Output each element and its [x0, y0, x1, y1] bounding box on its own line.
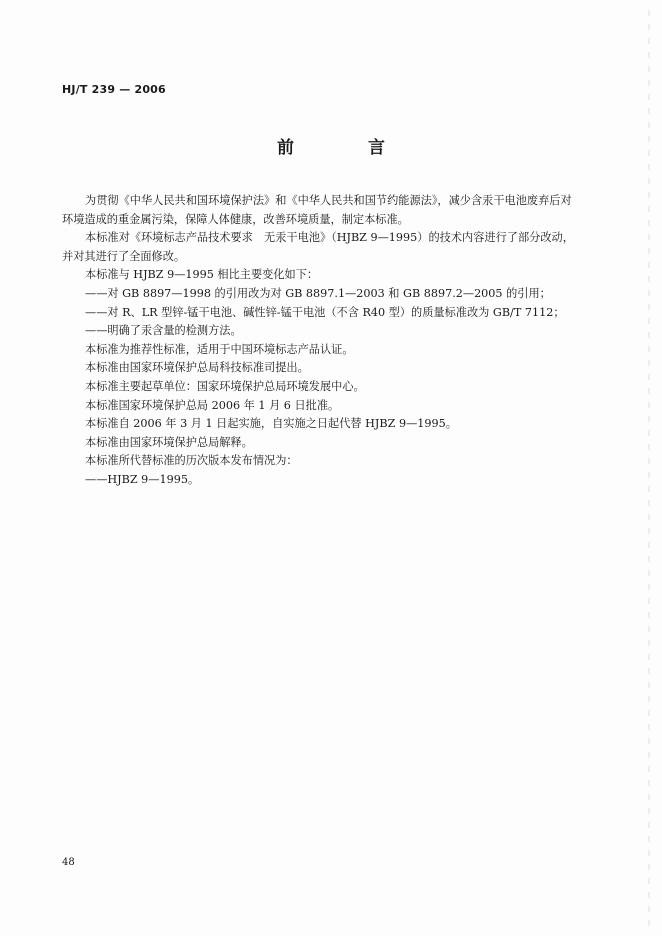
paragraph-effective: 本标准自 2006 年 3 月 1 日起实施，自实施之日起代替 HJBZ 9—1995。	[85, 417, 457, 431]
paragraph-purpose: 为贯彻《中华人民共和国环境保护法》和《中华人民共和国节约能源法》，减少含汞干电池废弃后对环境造成的重金属污染，保障人体健康，改善环境质量，制定本标准。	[62, 194, 572, 226]
paragraph-drafted-by: 本标准主要起草单位：国家环境保护总局环境发展中心。	[85, 379, 365, 393]
paragraph-proposed-by: 本标准由国家环境保护总局科技标准司提出。	[85, 361, 309, 375]
paragraph-interpreted-by: 本标准由国家环境保护总局解释。	[85, 435, 253, 449]
page-number: 48	[62, 857, 75, 868]
change-item-mercury-method: ——明确了汞含量的检测方法。	[85, 324, 242, 338]
page-title: 前 言	[277, 138, 419, 158]
foreword-body	[62, 192, 582, 490]
change-item-quality-standard: ——对 R、LR 型锌-锰干电池、碱性锌-锰干电池（不含 R40 型）的质量标准改为 GB/T 7112；	[85, 305, 565, 319]
paragraph-recommended: 本标准为推荐性标准，适用于中国环境标志产品认证。	[85, 342, 354, 356]
scan-edge-mark	[648, 10, 650, 926]
paragraph-changes-intro: 本标准与 HJBZ 9—1995 相比主要变化如下：	[85, 268, 319, 282]
change-item-reference: ——对 GB 8897—1998 的引用改为对 GB 8897.1—2003 和 GB 8897.2—2005 的引用；	[85, 286, 551, 300]
standard-code: HJ/T 239 — 2006	[62, 83, 166, 96]
paragraph-revision: 本标准对《环境标志产品技术要求 无汞干电池》（HJBZ 9—1995）的技术内容进行了部分改动，并对其进行了全面修改。	[62, 231, 574, 263]
paragraph-history-intro: 本标准所代替标准的历次版本发布情况为：	[85, 454, 298, 468]
history-item: ——HJBZ 9—1995。	[85, 472, 200, 486]
paragraph-approved: 本标准国家环境保护总局 2006 年 1 月 6 日批准。	[85, 398, 340, 412]
